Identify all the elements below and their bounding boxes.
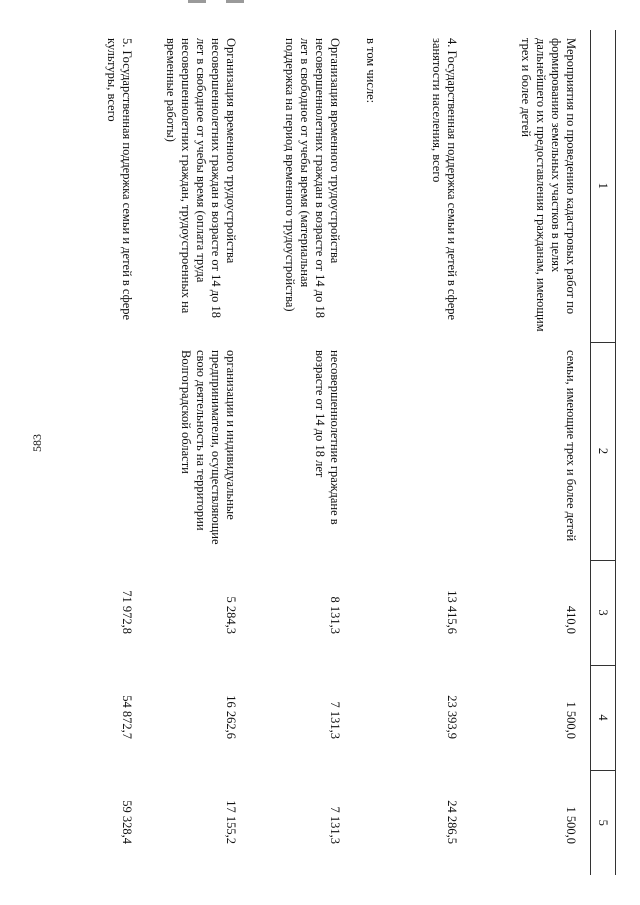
page-number: 583 <box>30 434 44 452</box>
recipient-category <box>384 342 465 560</box>
measure-name: Организация временного трудоустройства несовершеннолетних граждан в возрасте от 14 до 18 лет в свободное от учебы время (оплата труда несовершеннолетних граждан, трудоустроенных на временные работы) <box>164 38 238 318</box>
value-col4: 54 872,7 <box>120 695 134 739</box>
value-col3: 71 972,8 <box>120 590 134 634</box>
table-row <box>140 30 244 875</box>
header-row <box>591 30 616 875</box>
value-col3: 13 415,6 <box>445 590 459 634</box>
measure-name: 4. Государственная поддержка семьи и детей в сфере занятости населения, всего <box>430 38 459 321</box>
column-header: 4 <box>591 665 616 770</box>
value-col5: 7 131,3 <box>328 806 342 844</box>
column-header: 5 <box>591 770 616 875</box>
measure-name: в том числе: <box>364 38 378 104</box>
value-col4: 23 393,9 <box>445 695 459 739</box>
value-col5: 1 500,0 <box>564 806 578 844</box>
value-col3: 410,0 <box>564 605 578 634</box>
value-col5: 59 328,4 <box>120 800 134 844</box>
recipient-category: несовершеннолетние граждане в возрасте от 14 до 18 лет <box>313 350 342 525</box>
column-header: 2 <box>591 342 616 560</box>
measure-name: 5. Государственная поддержка семьи и детей в сфере культуры, всего <box>105 38 134 321</box>
value-col4: 1 500,0 <box>564 701 578 739</box>
value-col5: 17 155,2 <box>224 800 238 844</box>
measure-name: Мероприятия по проведению кадастровых работ по формированию земельных участков в целях дальнейшего их предоставления гражданам, имеющим трех и более детей <box>519 38 578 332</box>
table-row <box>244 30 348 875</box>
scan-mark <box>226 0 244 3</box>
value-col3: 5 284,3 <box>224 596 238 634</box>
value-col5: 24 286,5 <box>445 800 459 844</box>
column-header: 1 <box>591 30 616 342</box>
recipient-category <box>74 342 140 560</box>
value-col4: 16 262,6 <box>224 695 238 739</box>
value-col4: 7 131,3 <box>328 701 342 739</box>
recipient-category: семьи, имеющие трех и более детей <box>564 350 578 542</box>
table-row <box>465 30 591 875</box>
measure-name: Организация временного трудоустройства несовершеннолетних граждан в возрасте от 14 до 18 лет в свободное от учебы время (материальная поддержка на период временного трудоустройства) <box>283 38 342 318</box>
table-row <box>74 30 140 875</box>
recipient-category <box>348 342 384 560</box>
rotated-table-sheet <box>76 30 616 875</box>
scan-mark <box>188 0 206 3</box>
table-row <box>348 30 384 875</box>
table-row <box>384 30 465 875</box>
budget-table <box>74 30 616 875</box>
column-header: 3 <box>591 560 616 665</box>
value-col3: 8 131,3 <box>328 596 342 634</box>
recipient-category: организации и индивидуальные предприниматели, осуществляющие свою деятельность на территории Волгоградской области <box>179 350 238 545</box>
